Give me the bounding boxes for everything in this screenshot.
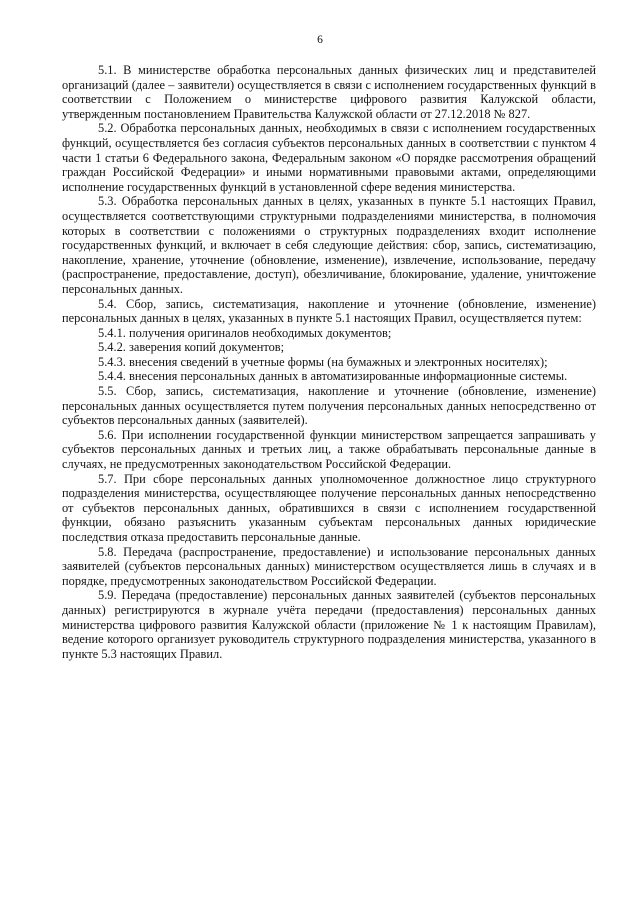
paragraph-5-4-4: 5.4.4. внесения персональных данных в автоматизированные информационные системы. [98,369,568,384]
paragraph-5-2: 5.2. Обработка персональных данных, необходимых в связи с исполнением государственных функций, осуществляется без согласия субъектов персональных данных в соответствии с пунктом 4 части 1 статьи 6 Федерального закона, Федеральным законом «О порядке рассмотрения обращений граждан Российской Федерации» и иными нормативными правовыми актами, определяющими исполнение государственных функций в установленной сфере ведения министерства. [62,121,596,194]
paragraph-5-4-1: 5.4.1. получения оригиналов необходимых документов; [98,325,392,340]
paragraph-5-8: 5.8. Передача (распространение, предоставление) и использование персональных данных заявителей (субъектов персональных данных) министерством осуществляется лишь в случаях и в порядке, предусмотренных законодательством Российской Федерации. [62,544,596,588]
paragraph-5-4: 5.4. Сбор, запись, систематизация, накопление и уточнение (обновление, изменение) персональных данных в целях, указанных в пункте 5.1 настоящих Правил, осуществляется путем: [62,296,596,326]
page-number: 6 [317,34,323,46]
paragraph-5-1: 5.1. В министерстве обработка персональных данных физических лиц и представителей организаций (далее – заявители) осуществляется в связи с исполнением государственных функций в соответствии с Положением о министерстве цифрового развития Калужской области, утвержденным постановлением Правительства Калужской области от 27.12.2018 № 827. [62,63,596,121]
paragraph-5-3: 5.3. Обработка персональных данных в целях, указанных в пункте 5.1 настоящих Правил, осуществляется соответствующими структурными подразделениями министерства, в полномочия которых в соответствии с положениями о структурных подразделениях входит исполнение государственных функций, и включает в себя следующие действия: сбор, запись, систематизацию, накопление, хранение, уточнение (обновление, изменение), извлечение, использование, передачу (распространение, предоставление, доступ), обезличивание, блокирование, удаление, уничтожение персональных данных. [62,194,596,296]
paragraph-5-4-2: 5.4.2. заверения копий документов; [98,340,285,355]
paragraph-5-7: 5.7. При сборе персональных данных уполномоченное должностное лицо структурного подразделения министерства, осуществляющее получение персональных данных непосредственно от субъектов персональных данных, обратившихся в связи с исполнением государственной функции, обязано разъяснить указанным субъектам персональных данных юридические последствия отказа предоставить персональные данные. [62,471,596,544]
document-body [62,63,596,661]
paragraph-5-9: 5.9. Передача (предоставление) персональных данных заявителей (субъектов персональных данных) регистрируются в журнале учёта передачи (предоставления) персональных данных министерства цифрового развития Калужской области (приложение № 1 к настоящим Правилам), ведение которого организует руководитель структурного подразделения министерства, указанного в пункте 5.3 настоящих Правил. [62,588,596,661]
paragraph-5-4-3: 5.4.3. внесения сведений в учетные формы (на бумажных и электронных носителях); [98,354,548,369]
paragraph-5-6: 5.6. При исполнении государственной функции министерством запрещается запрашивать у субъектов персональных данных и третьих лиц, а также обрабатывать персональные данные в случаях, не предусмотренных законодательством Российской Федерации. [62,427,596,472]
paragraph-5-5: 5.5. Сбор, запись, систематизация, накопление и уточнение (обновление, изменение) персональных данных осуществляется путем получения персональных данных непосредственно от субъектов персональных данных (заявителей). [62,384,596,428]
